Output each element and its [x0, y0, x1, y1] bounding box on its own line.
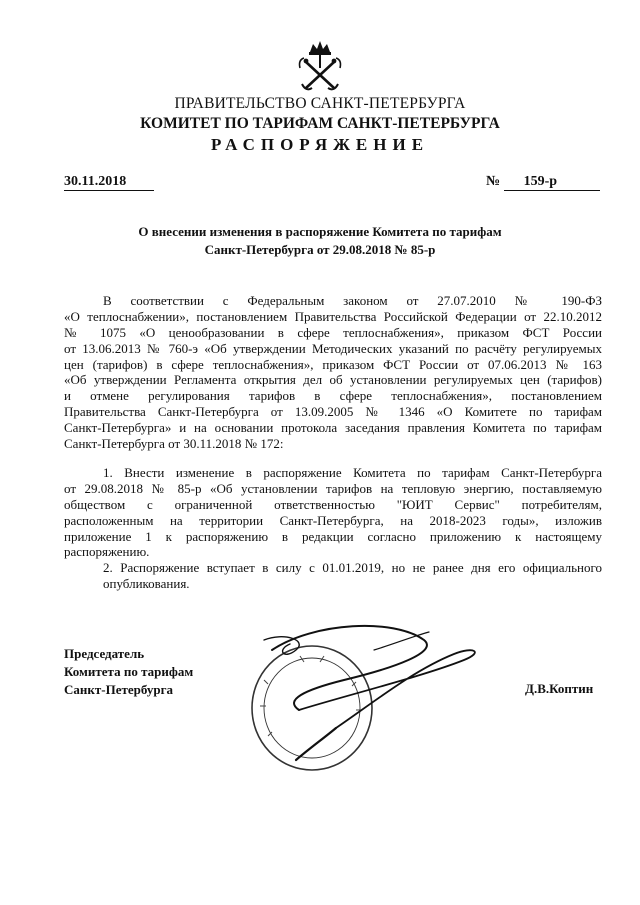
document-number-value: 159-р	[504, 174, 600, 191]
official-seal-icon	[224, 610, 524, 790]
signer-line: Комитета по тарифам	[64, 664, 194, 679]
signer-position	[64, 645, 193, 699]
text-line: от 29.08.2018 № 85-р «Об установлении тарифов на тепловую энергию, поставляемую	[64, 480, 602, 496]
government-title: ПРАВИТЕЛЬСТВО САНКТ-ПЕТЕРБУРГА	[174, 95, 466, 112]
document-number	[486, 174, 600, 191]
text-line: Санкт-Петербурга от 30.11.2018 № 172:	[64, 436, 284, 452]
document-subject	[0, 223, 640, 259]
committee-title: КОМИТЕТ ПО ТАРИФАМ САНКТ-ПЕТЕРБУРГА	[140, 115, 500, 132]
text-line: 1. Внести изменение в распоряжение Комитета по тарифам Санкт-Петербурга	[103, 465, 602, 480]
text-line: распоряжению.	[64, 544, 150, 560]
text-line: 2. Распоряжение вступает в силу с 01.01.2019, но не ранее дня его официального	[103, 560, 602, 576]
signer-name: Д.В.Коптин	[525, 681, 594, 696]
st-petersburg-coat-of-arms-icon	[296, 38, 344, 94]
text-line: № 1075 «О ценообразовании в сфере теплоснабжения», приказом ФСТ России	[64, 324, 602, 340]
text-line: от 13.06.2013 № 760-э «Об утверждении Методических указаний по расчёту регулируемых	[64, 340, 602, 356]
text-line: Правительства Санкт-Петербурга от 13.09.2005 № 1346 «О Комитете по тарифам	[64, 404, 602, 420]
text-line: цен (тарифов) в сфере теплоснабжения», приказом ФСТ России от 07.06.2013 № 163	[64, 356, 602, 372]
preamble-paragraph	[64, 293, 602, 452]
text-line: «Об утверждении Регламента открытия дел об установлении регулируемых цен (тарифов)	[64, 372, 602, 388]
signer-line: Председатель	[64, 646, 145, 661]
document-type: РАСПОРЯЖЕНИЕ	[210, 135, 430, 154]
text-line: В соответствии с Федеральным законом от 27.07.2010 № 190-ФЗ	[103, 293, 602, 308]
text-line: обществом с ограниченной ответственностью "ЮИТ Сервис" потребителям,	[64, 496, 602, 512]
text-line: Санкт-Петербурга» и на основании протокола заседания правления Комитета по тарифам	[64, 420, 602, 436]
text-line: и отмене регулирования тарифов в сфере теплоснабжения», постановлением	[64, 388, 602, 404]
order-items	[64, 465, 602, 592]
text-line: опубликования.	[103, 576, 190, 592]
document-date	[64, 174, 154, 191]
subject-line: О внесении изменения в распоряжение Комитета по тарифам	[138, 224, 502, 239]
handwritten-signature-icon	[264, 626, 475, 760]
subject-line: Санкт-Петербурга от 29.08.2018 № 85-р	[204, 242, 436, 257]
signer-line: Санкт-Петербурга	[64, 682, 173, 697]
text-line: приложение 1 к распоряжению в редакции согласно приложению к настоящему	[64, 528, 602, 544]
number-sign: №	[486, 174, 501, 189]
text-line: «О теплоснабжении», постановлением Правительства Российской Федерации от 22.10.2012	[64, 308, 602, 324]
text-line: расположенным на территории Санкт-Петербурга, на 2018-2023 годы», изложив	[64, 512, 602, 528]
document-date-value: 30.11.2018	[64, 174, 154, 191]
